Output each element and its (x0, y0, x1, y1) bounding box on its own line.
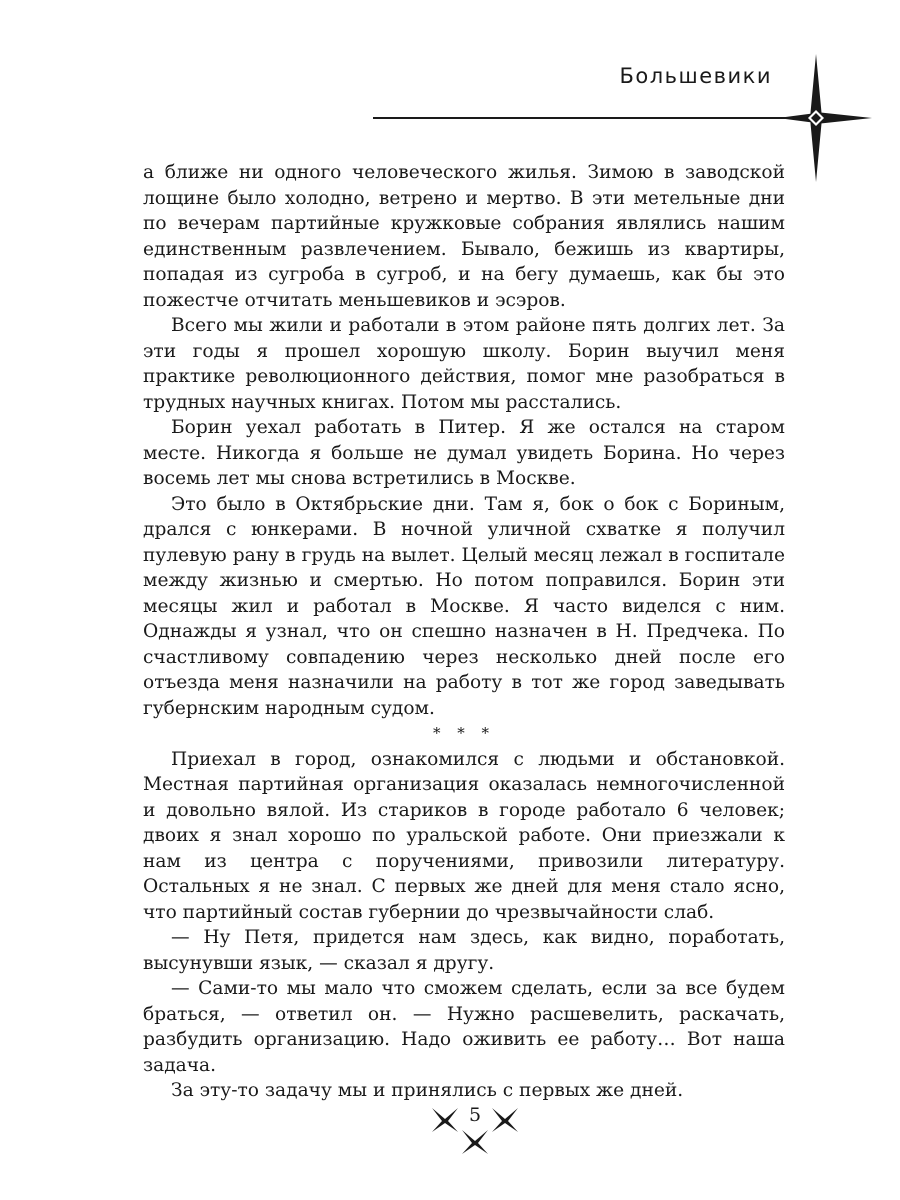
page-footer (420, 1100, 530, 1160)
body-paragraph: Это было в Октябрьские дни. Там я, бок о бок с Бориным, дрался с юнкерами. В ночной уличной схватке я получил пулевую рану в грудь на вылет. Целый месяц лежал в госпитале между жизнью и смертью. Но потом поправился. Борин эти месяцы жил и работал в Москве. Я часто виделся с ним. Однажды я узнал, что он спешно назначен в Н. Предчека. По счастливому совпадению через несколько дней после его отъезда меня назначили на работу в тот же город заведывать губернским народным судом. (143, 493, 785, 719)
body-paragraph: — Ну Петя, придется нам здесь, как видно, поработать, высунувши язык, — сказал я другу. (143, 927, 785, 974)
body-paragraph: Приехал в город, ознакомился с людьми и обстановкой. Местная партийная организация оказалась немногочисленной и довольно вялой. Из стариков в городе работало 6 человек; двоих я знал хорошо по уральской работе. Они приезжали к нам из центра с поручениями, привозили литературу. Остальных я не знал. С первых же дней для меня стало ясно, что партийный состав губернии до чрезвычайности слаб. (143, 748, 785, 923)
body-paragraph: — Сами-то мы мало что сможем сделать, если за все будем браться, — ответил он. — Нужно расшевелить, раскачать, разбудить организацию. Надо оживить ее работу… Вот наша задача. (143, 978, 785, 1076)
body-paragraph: а ближе ни одного человеческого жилья. Зимою в заводской лощине было холодно, ветрено и мертво. В эти метельные дни по вечерам партийные кружковые собрания являлись нашим единственным развлечением. Бывало, бежишь из квартиры, попадая из сугроба в сугроб, и на бегу думаешь, как бы это пожестче отчитать меньшевиков и эсэров. (143, 162, 785, 311)
page-number: 5 (468, 1104, 482, 1126)
section-separator: * * * (432, 724, 496, 742)
body-paragraph: Борин уехал работать в Питер. Я же остался на старом месте. Никогда я больше не думал увидеть Борина. Но через восемь лет мы снова встретились в Москве. (143, 417, 785, 489)
compass-star-icon (778, 54, 874, 184)
header-rule (373, 117, 813, 119)
running-header-title: Большевики (619, 64, 772, 88)
page-body (143, 160, 785, 1104)
body-paragraph: За эту-то задачу мы и принялись с первых же дней. (171, 1080, 684, 1101)
body-paragraph: Всего мы жили и работали в этом районе пять долгих лет. За эти годы я прошел хорошую школу. Борин выучил меня практике революционного действия, помог мне разобраться в трудных научных книгах. Потом мы расстались. (143, 315, 785, 413)
